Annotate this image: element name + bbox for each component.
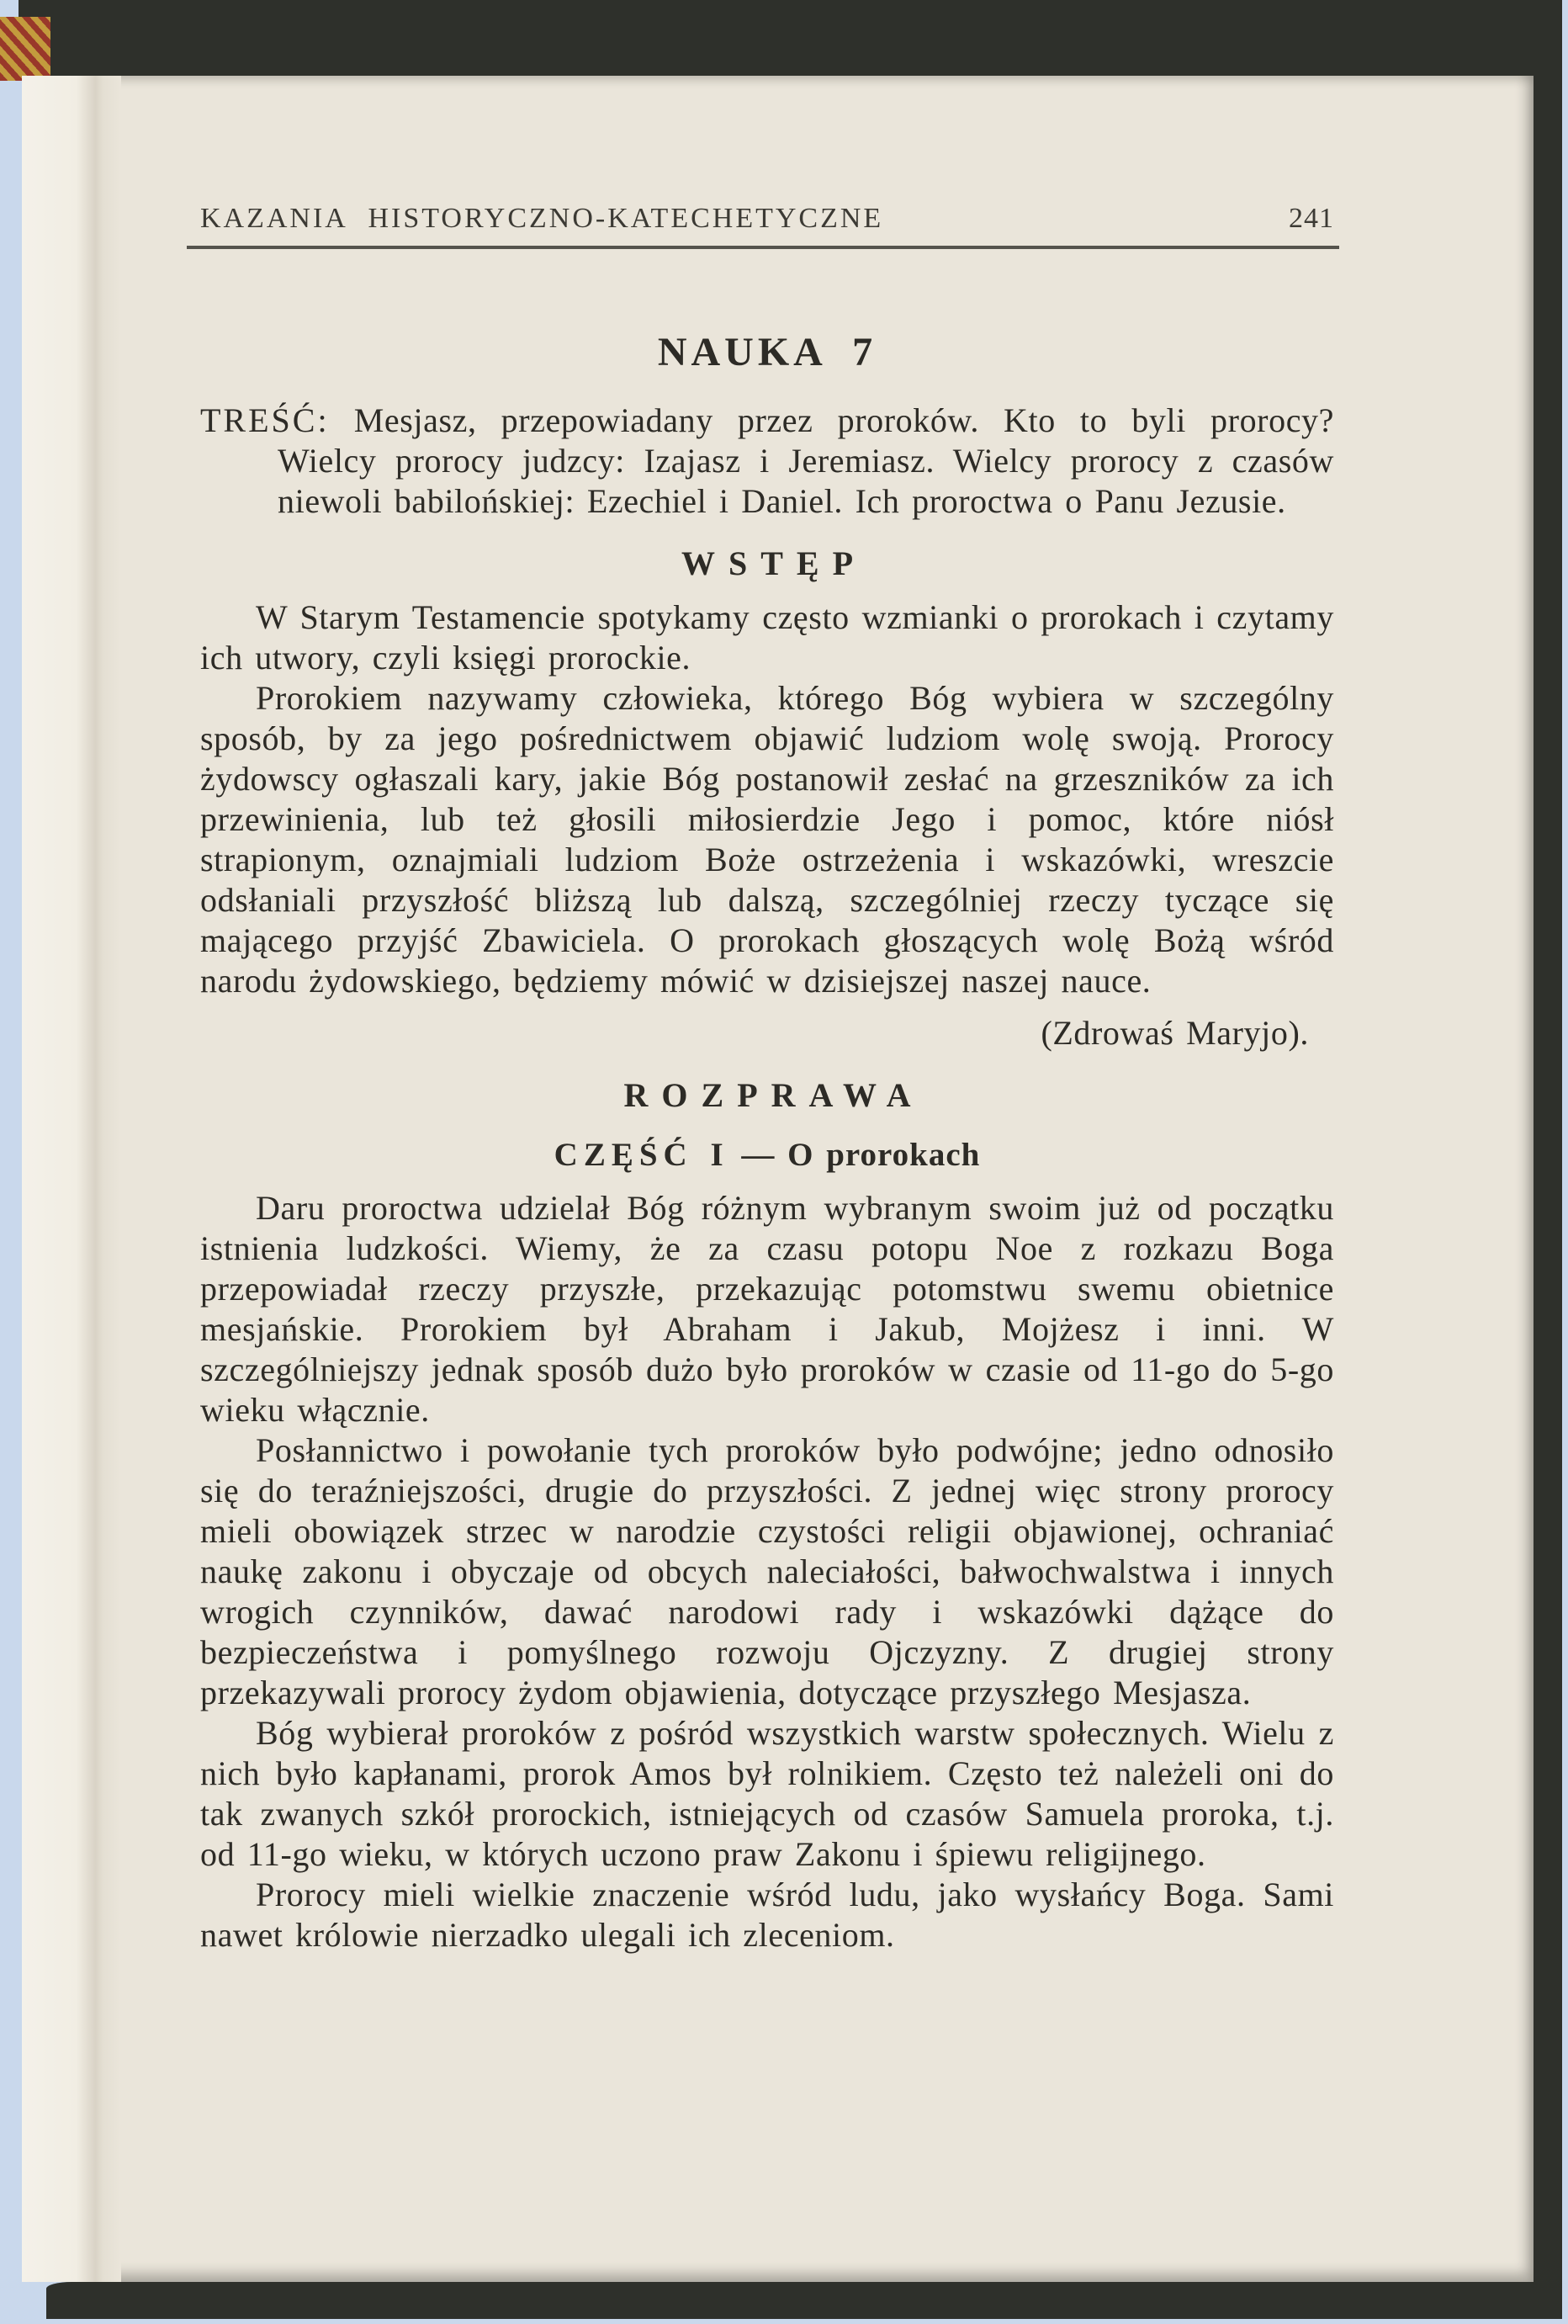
book-cover-top-edge <box>19 0 1562 77</box>
wstep-heading: WSTĘP <box>681 544 867 582</box>
rozprawa-paragraph: Bóg wybierał proroków z pośród wszystkich warstw społecznych. Wielu z nich było kapłanami, prorok Amos był rolnikiem. Często też należeli oni do tak zwanych szkół prorockich, istniejących od czasów Samuela proroka, t.j. od 11-go wieku, w których uczono praw Zakonu i śpiewu religijnego. <box>200 1714 1334 1873</box>
book-cover-bottom-edge <box>46 2282 1562 2319</box>
rozprawa-paragraph: Posłannictwo i powołanie tych proroków było podwójne; jedno odnosiło się do teraźniejszości, drugie do przyszłości. Z jednej więc strony prorocy mieli obowiązek strzec w narodzie czystości religii objawionej, ochraniać naukę zakonu i obyczaje od obcych naleciałości, bałwochwalstwa i innych wrogich czynników, dawać narodowi rady i wskazówki dążące do bezpieczeństwa i pomyślnego rozwoju Ojczyzny. Z drugiej strony przekazywali prorocy żydom objawienia, dotyczące przyszłego Mesjasza. <box>200 1431 1334 1711</box>
book-page <box>22 76 1534 2282</box>
rozprawa-paragraph: Prorocy mieli wielkie znaczenie wśród ludu, jako wysłańcy Boga. Sami nawet królowie nierzadko ulegali ich zleceniom. <box>200 1876 1334 1954</box>
wstep-paragraph: Prorokiem nazywamy człowieka, którego Bóg wybiera w szczególny sposób, by za jego pośrednictwem objawić ludziom wolę swoją. Prorocy żydowscy ogłaszali kary, jakie Bóg postanowił zesłać na grzeszników za ich przewinienia, lub też głosili miłosierdzie Jego i pomoc, które niósł strapionym, oznajmiali ludziom Boże ostrzeżenia i wskazówki, wreszcie odsłaniali przyszłość bliższą lub dalszą, szczególniej rzeczy tyczące się mającego przyjść Zbawiciela. O prorokach głoszących wolę Bożą wśród narodu żydowskiego, będziemy mówić w dzisiejszej naszej nauce. <box>200 679 1334 1000</box>
prayer-note: (Zdrowaś Maryjo). <box>1041 1014 1309 1052</box>
part-heading <box>200 1136 1334 1175</box>
part-separator: — <box>741 1137 776 1173</box>
page-number: 241 <box>1289 203 1334 234</box>
rozprawa-heading: ROZPRAWA <box>623 1076 924 1114</box>
part-label: CZĘŚĆ I <box>554 1137 729 1173</box>
running-header <box>200 202 1334 236</box>
summary-label: TREŚĆ: <box>200 401 330 439</box>
header-rule <box>187 246 1339 249</box>
lesson-title: NAUKA 7 <box>657 330 877 374</box>
part-title: O prorokach <box>787 1137 981 1173</box>
book-headband <box>0 17 50 81</box>
summary-text: Mesjasz, przepowiadany przez proroków. Kto to byli prorocy? Wielcy prorocy judzcy: Izajasz i Jeremiasz. Wielcy prorocy z czasów niewoli babilońskiej: Ezechiel i Daniel. Ich proroctwa o Panu Jezusie. <box>278 401 1334 520</box>
rozprawa-paragraph: Daru proroctwa udzielał Bóg różnym wybranym swoim już od początku istnienia ludzkości. Wiemy, że za czasu potopu Noe z rozkazu Boga przepowiadał rzeczy przyszłe, przekazując potomstwu swemu obietnice mesjańskie. Prorokiem był Abraham i Jakub, Mojżesz i inni. W szczególniejszy jednak sposób dużo było proroków w czasie od 11-go do 5-go wieku włącznie. <box>200 1189 1334 1429</box>
summary-block <box>200 401 1334 522</box>
running-head-title: KAZANIA HISTORYCZNO-KATECHETYCZNE <box>200 203 884 234</box>
wstep-paragraph: W Starym Testamencie spotykamy często wzmianki o prorokach i czytamy ich utwory, czyli księgi prorockie. <box>200 598 1334 677</box>
page-gutter-edge <box>22 76 121 2282</box>
book-cover-right-edge <box>1534 0 1562 2319</box>
page-content <box>200 202 1334 1955</box>
